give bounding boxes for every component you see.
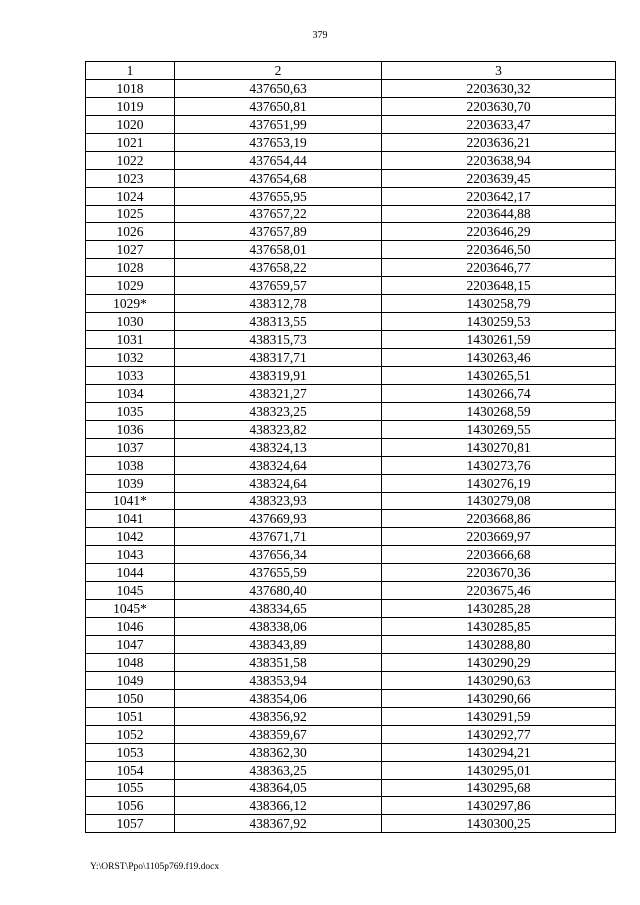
x-coordinate-cell: 438324,64 [175, 456, 382, 474]
table-row [86, 438, 616, 456]
point-number-cell: 1021 [86, 133, 175, 151]
x-coordinate-cell: 438312,78 [175, 295, 382, 313]
x-coordinate-cell: 437680,40 [175, 582, 382, 600]
point-number-cell: 1045* [86, 600, 175, 618]
point-number-cell: 1019 [86, 97, 175, 115]
column-header-3: 3 [382, 62, 616, 80]
table-row [86, 492, 616, 510]
y-coordinate-cell: 1430285,85 [382, 618, 616, 636]
x-coordinate-cell: 438353,94 [175, 671, 382, 689]
table-row [86, 349, 616, 367]
table-row [86, 402, 616, 420]
x-coordinate-cell: 438324,64 [175, 474, 382, 492]
table-row [86, 636, 616, 654]
x-coordinate-cell: 437657,89 [175, 223, 382, 241]
point-number-cell: 1024 [86, 187, 175, 205]
table-row [86, 564, 616, 582]
column-header-1: 1 [86, 62, 175, 80]
x-coordinate-cell: 437671,71 [175, 528, 382, 546]
y-coordinate-cell: 1430266,74 [382, 384, 616, 402]
table-row [86, 241, 616, 259]
y-coordinate-cell: 1430290,66 [382, 689, 616, 707]
table-row [86, 79, 616, 97]
x-coordinate-cell: 437669,93 [175, 510, 382, 528]
table-row [86, 689, 616, 707]
y-coordinate-cell: 1430276,19 [382, 474, 616, 492]
point-number-cell: 1025 [86, 205, 175, 223]
footer-file-path: Y:\ORST\Ppo\1105p769.f19.docx [90, 862, 220, 872]
y-coordinate-cell: 2203670,36 [382, 564, 616, 582]
point-number-cell: 1027 [86, 241, 175, 259]
table-row [86, 510, 616, 528]
point-number-cell: 1056 [86, 797, 175, 815]
y-coordinate-cell: 1430288,80 [382, 636, 616, 654]
x-coordinate-cell: 437651,99 [175, 115, 382, 133]
point-number-cell: 1026 [86, 223, 175, 241]
table-row [86, 779, 616, 797]
x-coordinate-cell: 438363,25 [175, 761, 382, 779]
point-number-cell: 1045 [86, 582, 175, 600]
x-coordinate-cell: 438362,30 [175, 743, 382, 761]
table-row [86, 366, 616, 384]
y-coordinate-cell: 2203648,15 [382, 277, 616, 295]
table-row [86, 653, 616, 671]
x-coordinate-cell: 437650,81 [175, 97, 382, 115]
y-coordinate-cell: 1430279,08 [382, 492, 616, 510]
y-coordinate-cell: 2203669,97 [382, 528, 616, 546]
x-coordinate-cell: 438338,06 [175, 618, 382, 636]
y-coordinate-cell: 1430290,29 [382, 653, 616, 671]
x-coordinate-cell: 437654,68 [175, 169, 382, 187]
y-coordinate-cell: 2203644,88 [382, 205, 616, 223]
table-row [86, 187, 616, 205]
x-coordinate-cell: 438359,67 [175, 725, 382, 743]
point-number-cell: 1036 [86, 420, 175, 438]
point-number-cell: 1032 [86, 349, 175, 367]
table-row [86, 528, 616, 546]
y-coordinate-cell: 1430285,28 [382, 600, 616, 618]
y-coordinate-cell: 1430291,59 [382, 707, 616, 725]
table-row [86, 205, 616, 223]
y-coordinate-cell: 1430261,59 [382, 331, 616, 349]
table-header-row [86, 62, 616, 80]
x-coordinate-cell: 437650,63 [175, 79, 382, 97]
point-number-cell: 1043 [86, 546, 175, 564]
point-number-cell: 1047 [86, 636, 175, 654]
table-row [86, 582, 616, 600]
point-number-cell: 1029 [86, 277, 175, 295]
table-row [86, 761, 616, 779]
point-number-cell: 1018 [86, 79, 175, 97]
x-coordinate-cell: 438356,92 [175, 707, 382, 725]
y-coordinate-cell: 2203630,70 [382, 97, 616, 115]
y-coordinate-cell: 1430300,25 [382, 815, 616, 833]
y-coordinate-cell: 1430259,53 [382, 313, 616, 331]
x-coordinate-cell: 438324,13 [175, 438, 382, 456]
table-row [86, 277, 616, 295]
point-number-cell: 1053 [86, 743, 175, 761]
y-coordinate-cell: 1430270,81 [382, 438, 616, 456]
y-coordinate-cell: 1430295,01 [382, 761, 616, 779]
table-row [86, 707, 616, 725]
table-row [86, 223, 616, 241]
x-coordinate-cell: 437655,59 [175, 564, 382, 582]
point-number-cell: 1033 [86, 366, 175, 384]
x-coordinate-cell: 438319,91 [175, 366, 382, 384]
point-number-cell: 1034 [86, 384, 175, 402]
y-coordinate-cell: 2203630,32 [382, 79, 616, 97]
x-coordinate-cell: 437659,57 [175, 277, 382, 295]
table-row [86, 313, 616, 331]
point-number-cell: 1055 [86, 779, 175, 797]
point-number-cell: 1039 [86, 474, 175, 492]
x-coordinate-cell: 438317,71 [175, 349, 382, 367]
point-number-cell: 1052 [86, 725, 175, 743]
coordinates-table [85, 61, 616, 833]
point-number-cell: 1038 [86, 456, 175, 474]
table-row [86, 815, 616, 833]
x-coordinate-cell: 438321,27 [175, 384, 382, 402]
point-number-cell: 1050 [86, 689, 175, 707]
y-coordinate-cell: 1430273,76 [382, 456, 616, 474]
x-coordinate-cell: 438313,55 [175, 313, 382, 331]
y-coordinate-cell: 1430294,21 [382, 743, 616, 761]
point-number-cell: 1046 [86, 618, 175, 636]
table-row [86, 546, 616, 564]
x-coordinate-cell: 438323,93 [175, 492, 382, 510]
y-coordinate-cell: 2203646,50 [382, 241, 616, 259]
table-row [86, 456, 616, 474]
y-coordinate-cell: 1430297,86 [382, 797, 616, 815]
y-coordinate-cell: 2203638,94 [382, 151, 616, 169]
point-number-cell: 1044 [86, 564, 175, 582]
table-row [86, 259, 616, 277]
y-coordinate-cell: 1430268,59 [382, 402, 616, 420]
table-row [86, 743, 616, 761]
x-coordinate-cell: 438351,58 [175, 653, 382, 671]
x-coordinate-cell: 437658,22 [175, 259, 382, 277]
x-coordinate-cell: 437653,19 [175, 133, 382, 151]
point-number-cell: 1049 [86, 671, 175, 689]
y-coordinate-cell: 1430258,79 [382, 295, 616, 313]
table-row [86, 115, 616, 133]
table-row [86, 133, 616, 151]
y-coordinate-cell: 1430292,77 [382, 725, 616, 743]
y-coordinate-cell: 2203675,46 [382, 582, 616, 600]
table-row [86, 725, 616, 743]
y-coordinate-cell: 2203646,29 [382, 223, 616, 241]
y-coordinate-cell: 1430269,55 [382, 420, 616, 438]
x-coordinate-cell: 437657,22 [175, 205, 382, 223]
table-row [86, 618, 616, 636]
table-row [86, 97, 616, 115]
table-row [86, 384, 616, 402]
table-row [86, 671, 616, 689]
table-body [86, 79, 616, 832]
y-coordinate-cell: 2203642,17 [382, 187, 616, 205]
x-coordinate-cell: 437656,34 [175, 546, 382, 564]
point-number-cell: 1041* [86, 492, 175, 510]
point-number-cell: 1035 [86, 402, 175, 420]
table-row [86, 295, 616, 313]
point-number-cell: 1028 [86, 259, 175, 277]
page-number: 379 [312, 30, 328, 41]
y-coordinate-cell: 2203668,86 [382, 510, 616, 528]
y-coordinate-cell: 2203646,77 [382, 259, 616, 277]
x-coordinate-cell: 438334,65 [175, 600, 382, 618]
x-coordinate-cell: 438343,89 [175, 636, 382, 654]
table-row [86, 474, 616, 492]
table-row [86, 797, 616, 815]
column-header-2: 2 [175, 62, 382, 80]
y-coordinate-cell: 2203633,47 [382, 115, 616, 133]
point-number-cell: 1057 [86, 815, 175, 833]
y-coordinate-cell: 2203666,68 [382, 546, 616, 564]
point-number-cell: 1023 [86, 169, 175, 187]
y-coordinate-cell: 1430265,51 [382, 366, 616, 384]
x-coordinate-cell: 437655,95 [175, 187, 382, 205]
y-coordinate-cell: 1430263,46 [382, 349, 616, 367]
y-coordinate-cell: 2203639,45 [382, 169, 616, 187]
x-coordinate-cell: 438323,25 [175, 402, 382, 420]
table-row [86, 600, 616, 618]
point-number-cell: 1022 [86, 151, 175, 169]
table-row [86, 331, 616, 349]
point-number-cell: 1020 [86, 115, 175, 133]
x-coordinate-cell: 438323,82 [175, 420, 382, 438]
table-row [86, 151, 616, 169]
point-number-cell: 1048 [86, 653, 175, 671]
table-row [86, 169, 616, 187]
point-number-cell: 1029* [86, 295, 175, 313]
x-coordinate-cell: 437654,44 [175, 151, 382, 169]
point-number-cell: 1042 [86, 528, 175, 546]
point-number-cell: 1051 [86, 707, 175, 725]
point-number-cell: 1037 [86, 438, 175, 456]
x-coordinate-cell: 438367,92 [175, 815, 382, 833]
x-coordinate-cell: 437658,01 [175, 241, 382, 259]
point-number-cell: 1041 [86, 510, 175, 528]
y-coordinate-cell: 1430290,63 [382, 671, 616, 689]
x-coordinate-cell: 438354,06 [175, 689, 382, 707]
point-number-cell: 1054 [86, 761, 175, 779]
point-number-cell: 1031 [86, 331, 175, 349]
point-number-cell: 1030 [86, 313, 175, 331]
x-coordinate-cell: 438364,05 [175, 779, 382, 797]
y-coordinate-cell: 1430295,68 [382, 779, 616, 797]
x-coordinate-cell: 438366,12 [175, 797, 382, 815]
table-header [86, 62, 616, 80]
y-coordinate-cell: 2203636,21 [382, 133, 616, 151]
table-row [86, 420, 616, 438]
x-coordinate-cell: 438315,73 [175, 331, 382, 349]
